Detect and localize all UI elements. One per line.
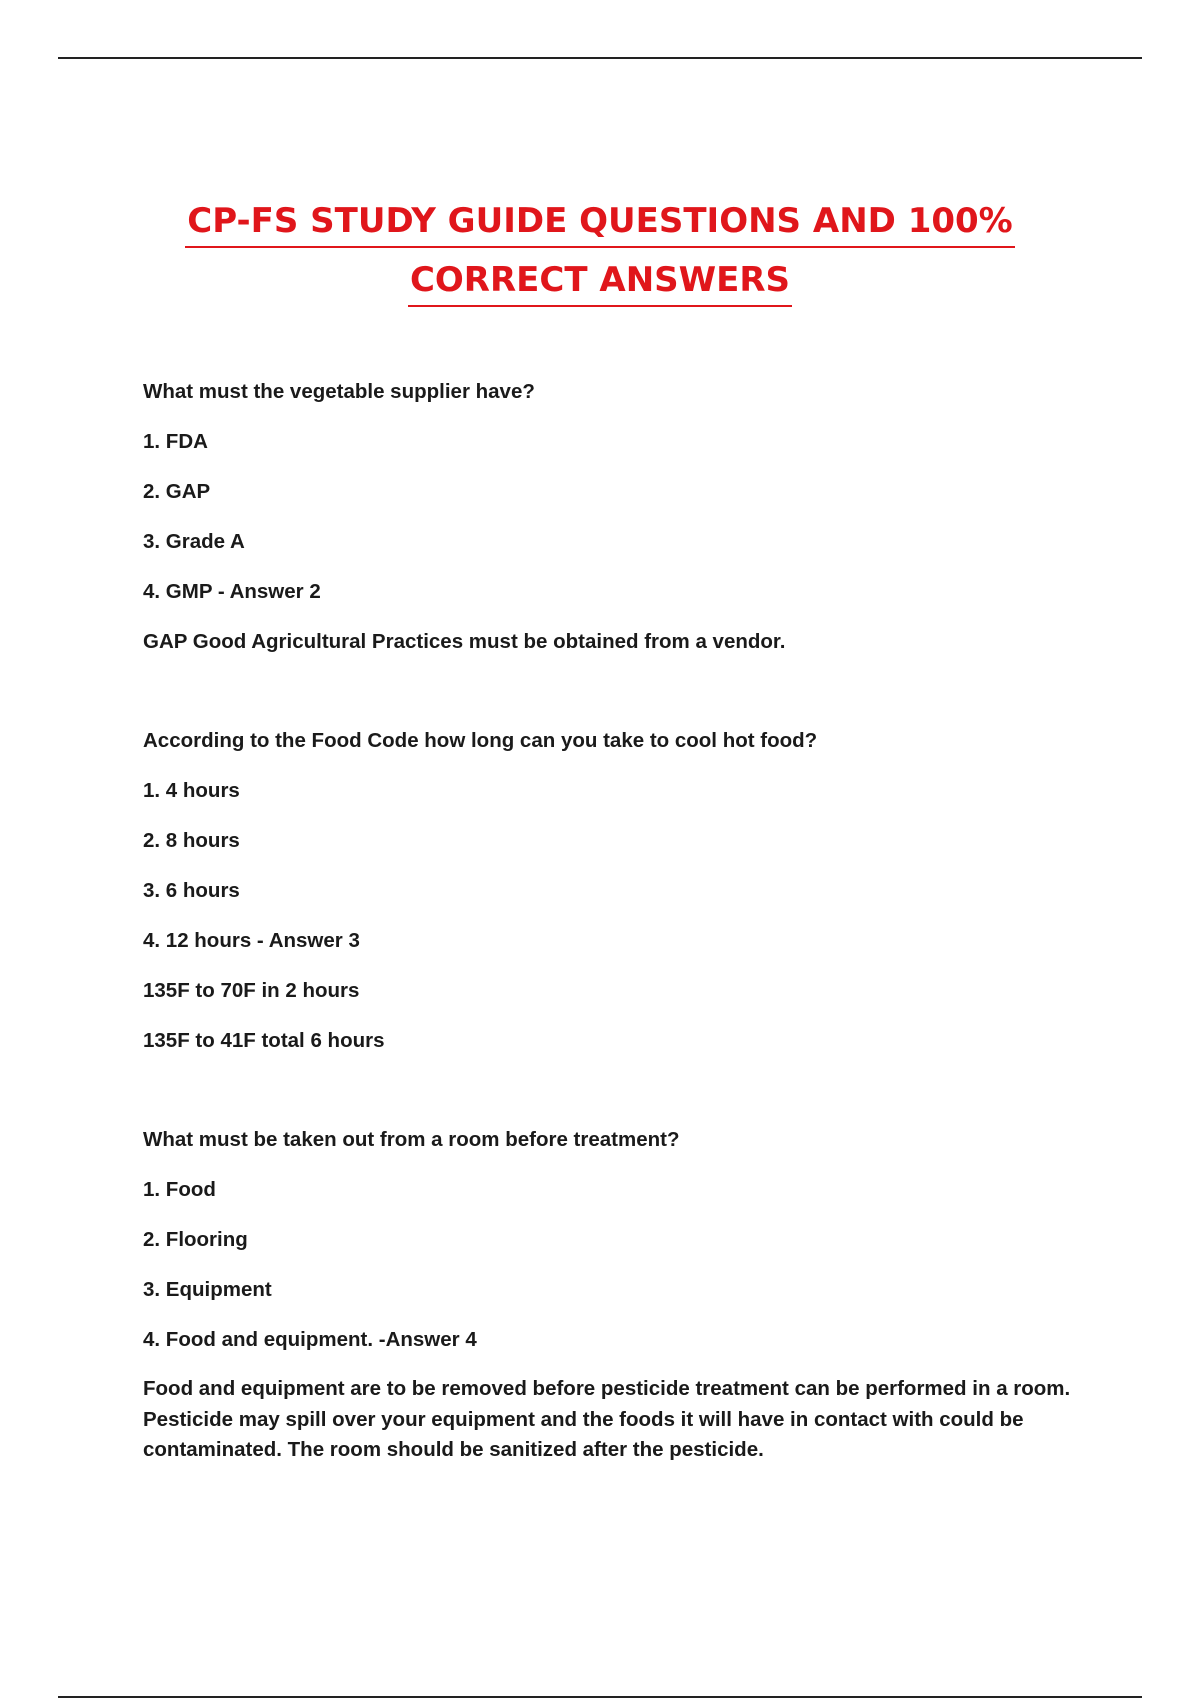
top-rule [58,57,1142,59]
answer-explanation: GAP Good Agricultural Practices must be obtained from a vendor. [143,630,786,653]
answer-option: 3. Grade A [143,530,245,553]
bottom-rule [58,1696,1142,1698]
answer-option: 3. 6 hours [143,879,240,902]
page-title [0,192,1200,310]
question-block-3 [143,1124,1083,1466]
answer-explanation: 135F to 41F total 6 hours [143,1029,385,1052]
answer-option: 4. Food and equipment. -Answer 4 [143,1328,477,1351]
answer-option: 2. 8 hours [143,829,240,852]
answer-option: 4. GMP - Answer 2 [143,580,321,603]
answer-option: 4. 12 hours - Answer 3 [143,929,360,952]
question-text: What must the vegetable supplier have? [143,380,535,403]
question-block-2 [143,725,1083,1075]
title-line-1: CP-FS STUDY GUIDE QUESTIONS AND 100% [185,196,1015,248]
answer-option: 1. FDA [143,430,208,453]
answer-option: 1. Food [143,1178,216,1201]
answer-option: 2. Flooring [143,1228,248,1251]
title-line-2: CORRECT ANSWERS [408,255,792,307]
answer-explanation: 135F to 70F in 2 hours [143,979,360,1002]
answer-option: 2. GAP [143,480,211,503]
answer-option: 1. 4 hours [143,779,240,802]
answer-explanation: Food and equipment are to be removed before pesticide treatment can be performed in a room. Pesticide may spill over your equipment and the foods it will have in contact with could be contaminated. The room should be sanitized after the pesticide. [143,1377,1071,1461]
question-text: According to the Food Code how long can you take to cool hot food? [143,729,818,752]
study-guide-content [143,376,1083,1466]
question-text: What must be taken out from a room before treatment? [143,1128,680,1151]
question-block-1 [143,376,1083,676]
answer-option: 3. Equipment [143,1278,272,1301]
